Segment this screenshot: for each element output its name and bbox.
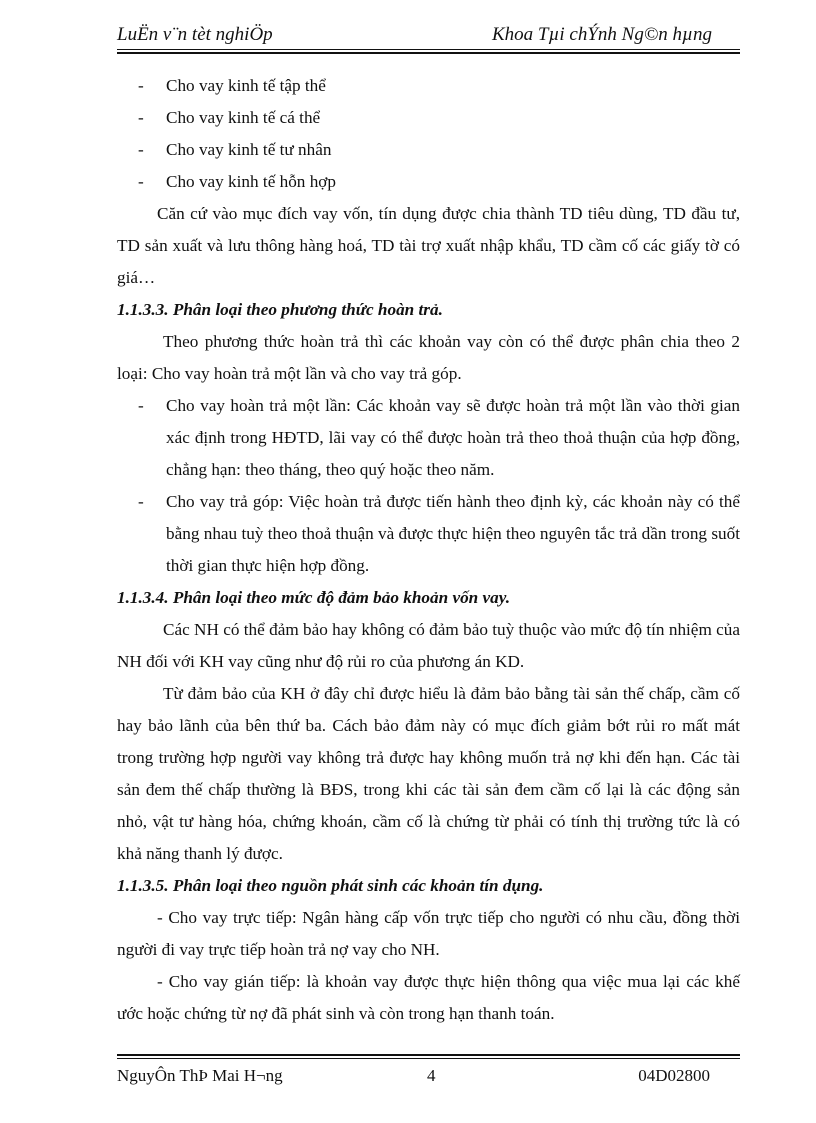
page-header (117, 24, 740, 48)
footer-rule-thick (117, 1054, 740, 1056)
header-faculty: Khoa Tµi chÝnh Ng©n hµng (491, 24, 712, 45)
list-item: - Cho vay kinh tế cá thể (138, 108, 321, 127)
list-item: - Cho vay kinh tế hỗn hợp (138, 172, 336, 191)
section-heading: 1.1.3.3. Phân loại theo phương thức hoàn trả. (117, 300, 443, 319)
paragraph: Các NH có thể đảm bảo hay không có đảm bảo tuỳ thuộc vào mức độ tín nhiệm của NH đối với KH vay cũng như độ rủi ro của phương án KD. (117, 620, 740, 671)
page-body (117, 70, 740, 1030)
student-code: 04D02800 (638, 1066, 710, 1085)
paragraph: - Cho vay trực tiếp: Ngân hàng cấp vốn trực tiếp cho người có nhu cầu, đồng thời người đi vay trực tiếp hoàn trả nợ vay cho NH. (117, 908, 740, 959)
header-rule-thick (117, 52, 740, 54)
page-number: 4 (427, 1066, 436, 1085)
header-thesis-title: LuËn v¨n tèt nghiÖp (117, 24, 273, 45)
section-heading: 1.1.3.4. Phân loại theo mức độ đảm bảo khoản vốn vay. (117, 588, 511, 607)
footer-author: NguyÔn ThÞ Mai H¬ng (117, 1066, 283, 1085)
list-item: - Cho vay trả góp: Việc hoàn trả được tiến hành theo định kỳ, các khoản này có thể bằng nhau tuỳ theo thoả thuận và được thực hiện theo nguyên tắc trả dần trong suốt thời gian thực hiện hợp đồng. (138, 492, 740, 575)
list-item: - Cho vay kinh tế tư nhân (138, 140, 332, 159)
paragraph: Theo phương thức hoàn trả thì các khoản vay còn có thể được phân chia theo 2 loại: Cho vay hoàn trả một lần và cho vay trả góp. (117, 332, 740, 383)
footer-rule-thin (117, 1058, 740, 1059)
header-rule-thin (117, 49, 740, 50)
paragraph: Từ đảm bảo của KH ở đây chỉ được hiểu là đảm bảo bằng tài sản thế chấp, cầm cố hay bảo lãnh của bên thứ ba. Cách bảo đảm này có mục đích giảm bớt rủi ro mất mát trong trường hợp người vay không trả được hay không muốn trả nợ khi đến hạn. Các tài sản đem thế chấp thường là BĐS, trong khi các tài sản đem cầm cố lại là các động sản nhỏ, vật tư hàng hóa, chứng khoán, cầm cố là chứng từ phải có tính thị trường tức là có khả năng thanh lý được. (117, 684, 740, 863)
paragraph: - Cho vay gián tiếp: là khoản vay được thực hiện thông qua việc mua lại các khế ước hoặc chứng từ nợ đã phát sinh và còn trong hạn thanh toán. (117, 972, 740, 1023)
paragraph: Căn cứ vào mục đích vay vốn, tín dụng được chia thành TD tiêu dùng, TD đầu tư, TD sản xuất và lưu thông hàng hoá, TD tài trợ xuất nhập khẩu, TD cầm cố các giấy tờ có giá… (117, 204, 740, 287)
list-item: - Cho vay hoàn trả một lần: Các khoản vay sẽ được hoàn trả một lần vào thời gian xác định trong HĐTD, lãi vay có thể được hoàn trả theo thoả thuận của hợp đồng, chẳng hạn: theo tháng, theo quý hoặc theo năm. (138, 396, 740, 479)
list-item: - Cho vay kinh tế tập thể (138, 76, 326, 95)
section-heading: 1.1.3.5. Phân loại theo nguồn phát sinh các khoản tín dụng. (117, 876, 544, 895)
